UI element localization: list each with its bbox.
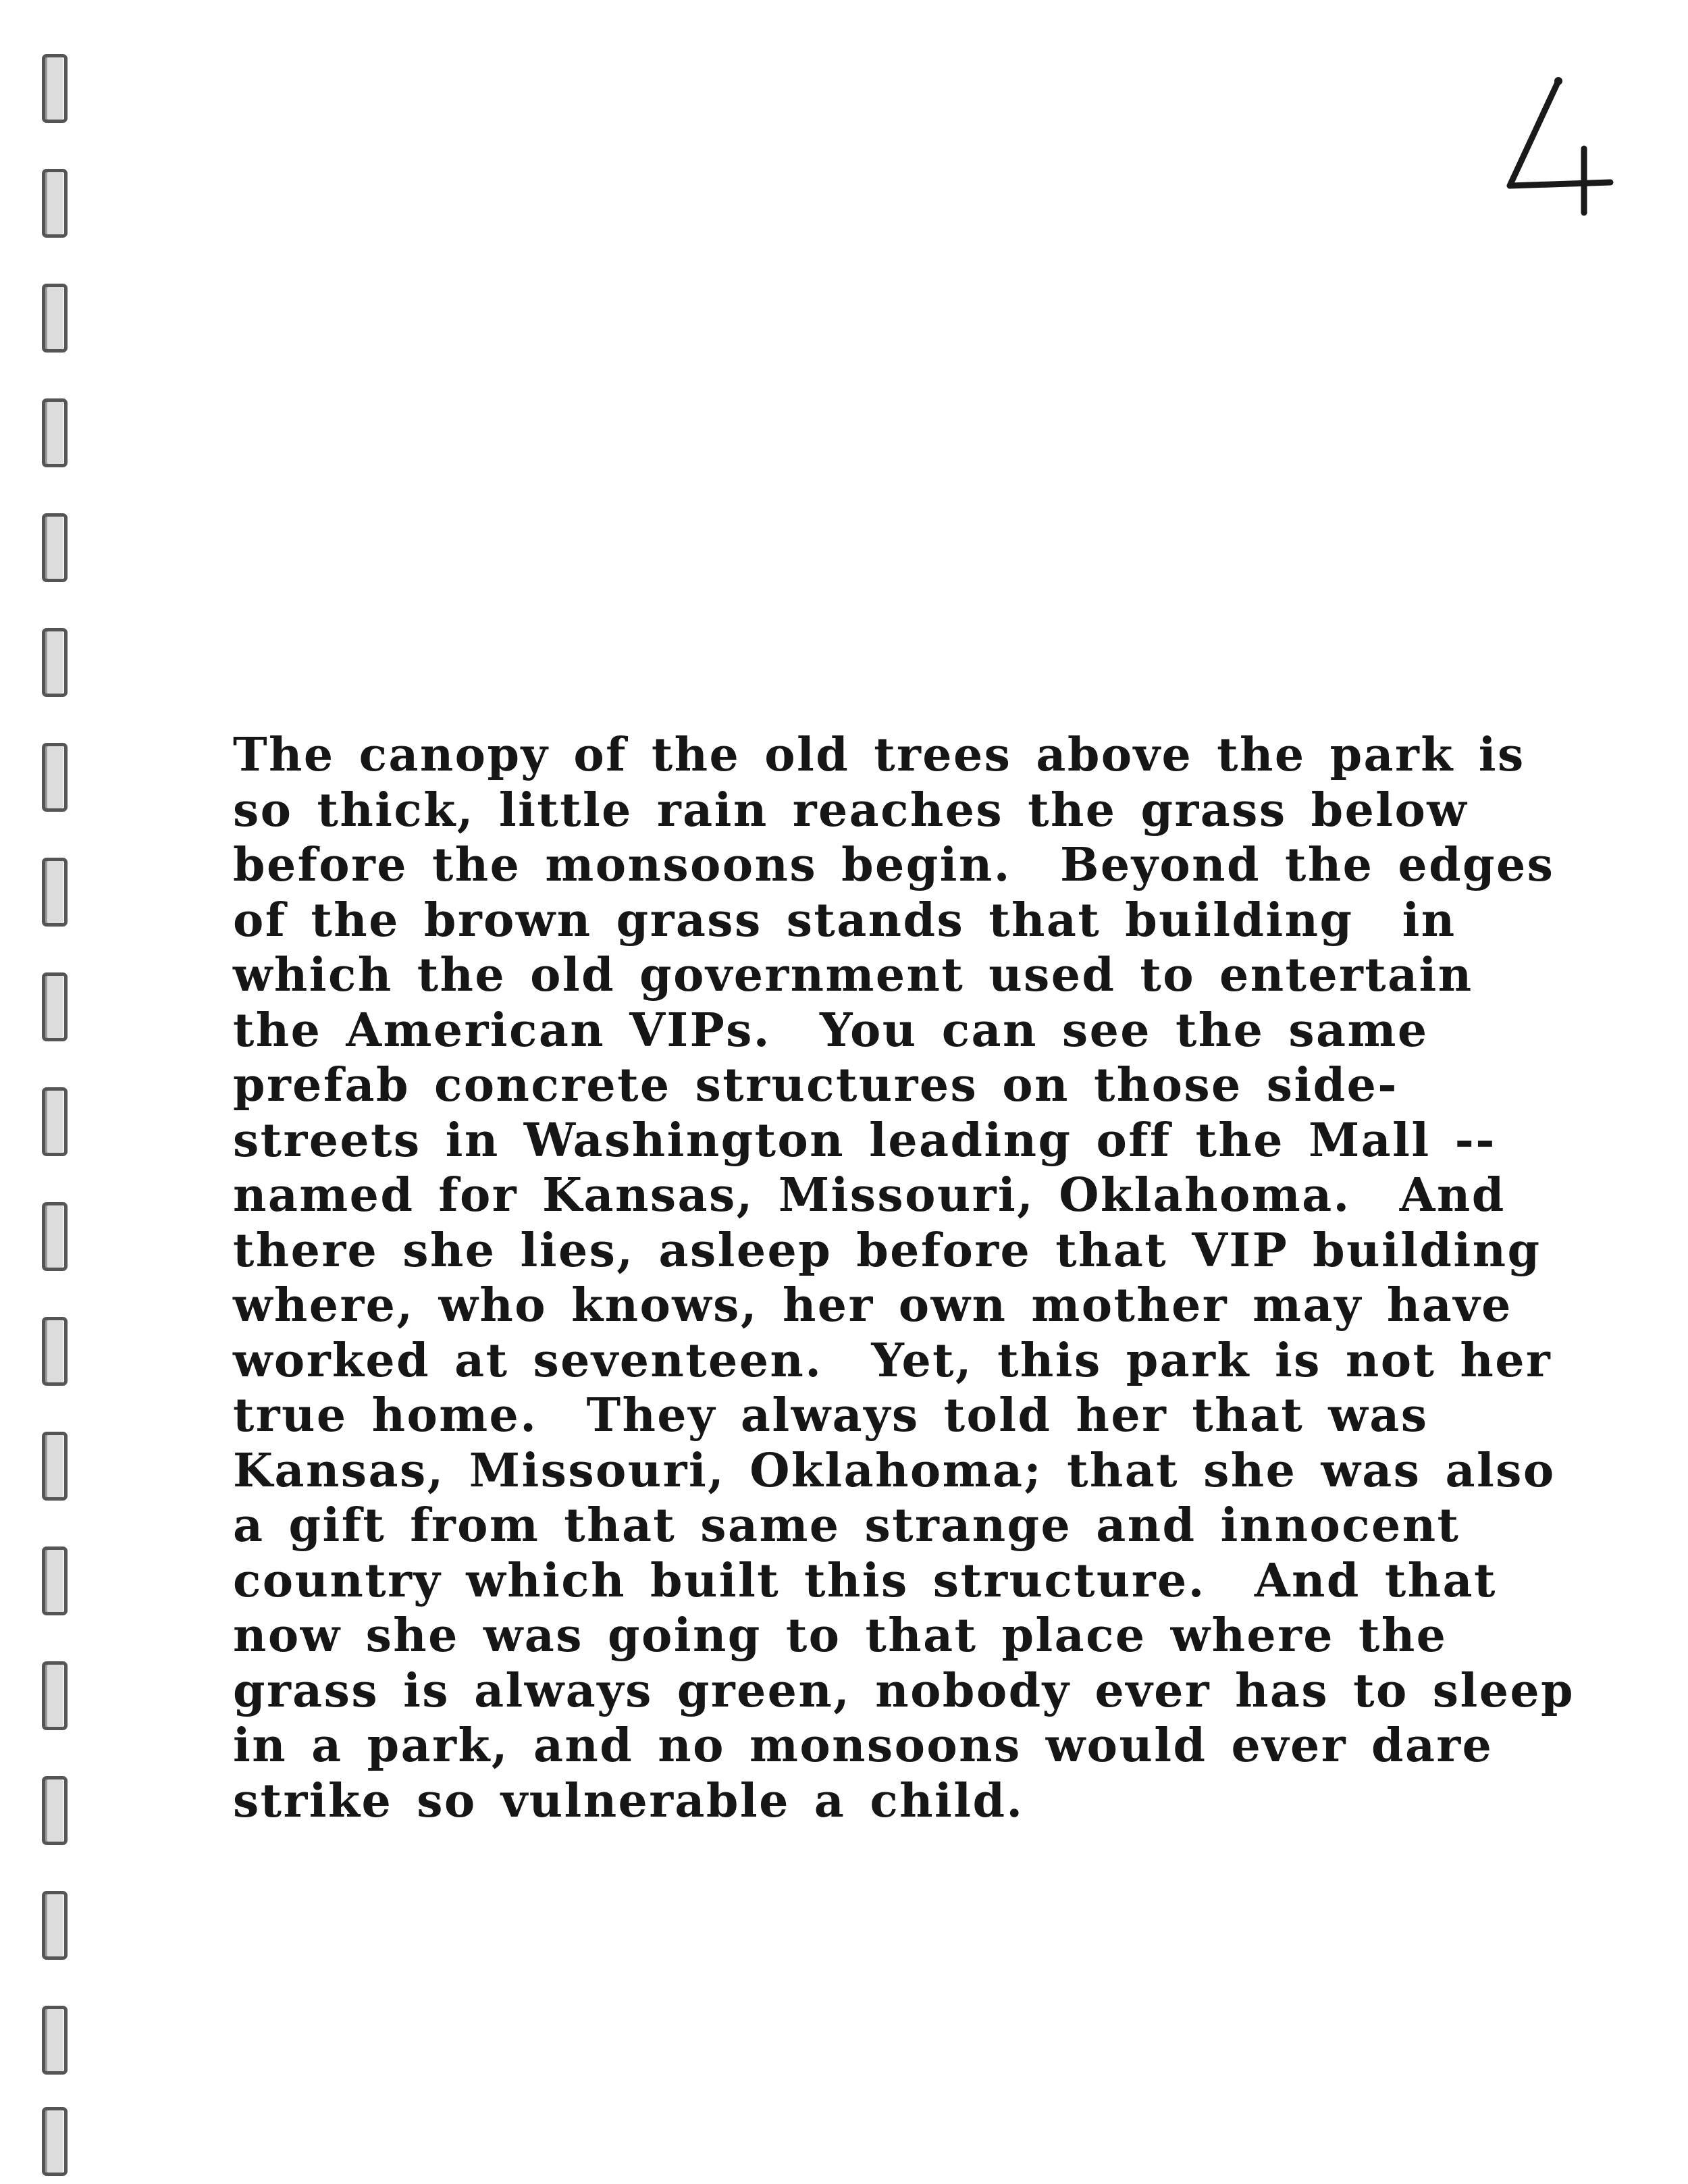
binder-hole — [42, 2107, 68, 2176]
body-paragraph — [233, 728, 1575, 1829]
paragraph-line: country which built this structure. And that — [233, 1553, 1497, 1608]
paragraph-line: in a park, and no monsoons would ever dare — [233, 1719, 1494, 1773]
binder-holes — [42, 54, 69, 2134]
binder-hole — [42, 513, 68, 582]
paragraph-line: Kansas, Missouri, Oklahoma; that she was also — [233, 1443, 1556, 1498]
paragraph-line: now she was going to that place where the — [233, 1609, 1448, 1663]
paragraph-line: strike so vulnerable a child. — [233, 1773, 1024, 1828]
paragraph-line: the American VIPs. You can see the same — [233, 1003, 1429, 1058]
binder-hole — [42, 1432, 68, 1501]
binder-hole — [42, 858, 68, 927]
paragraph-line: there she lies, asleep before that VIP building — [233, 1223, 1541, 1278]
paragraph-line: a gift from that same strange and innocent — [233, 1499, 1460, 1553]
paragraph-line: which the old government used to entertain — [233, 948, 1473, 1002]
binder-hole — [42, 1546, 68, 1615]
paragraph-line: prefab concrete structures on those side- — [233, 1058, 1398, 1112]
paragraph-line: so thick, little rain reaches the grass below — [233, 783, 1469, 837]
binder-hole — [42, 1776, 68, 1845]
paragraph-line: where, who knows, her own mother may have — [233, 1278, 1512, 1332]
binder-hole — [42, 972, 68, 1041]
paragraph-line: worked at seventeen. Yet, this park is not her — [233, 1333, 1552, 1388]
binder-hole — [42, 628, 68, 697]
handwritten-four-drawing — [1499, 68, 1634, 230]
paragraph-line: of the brown grass stands that building in — [233, 893, 1456, 947]
paragraph-line: named for Kansas, Missouri, Oklahoma. And — [233, 1168, 1506, 1222]
binder-hole — [42, 1891, 68, 1960]
binder-hole — [42, 169, 68, 238]
binder-hole — [42, 1087, 68, 1156]
binder-hole — [42, 743, 68, 812]
binder-hole — [42, 1317, 68, 1386]
paragraph-line: The canopy of the old trees above the park is — [233, 728, 1525, 782]
paragraph-line: before the monsoons begin. Beyond the edges — [233, 838, 1555, 892]
paragraph-line: true home. They always told her that was — [233, 1388, 1429, 1442]
binder-hole — [42, 284, 68, 353]
paragraph-line: streets in Washington leading off the Mall -- — [233, 1113, 1496, 1168]
binder-hole — [42, 54, 68, 123]
binder-hole — [42, 398, 68, 467]
handwritten-page-number — [1499, 68, 1634, 230]
binder-hole — [42, 2006, 68, 2075]
binder-hole — [42, 1661, 68, 1730]
binder-hole — [42, 1202, 68, 1271]
paragraph-line: grass is always green, nobody ever has to sleep — [233, 1663, 1575, 1718]
